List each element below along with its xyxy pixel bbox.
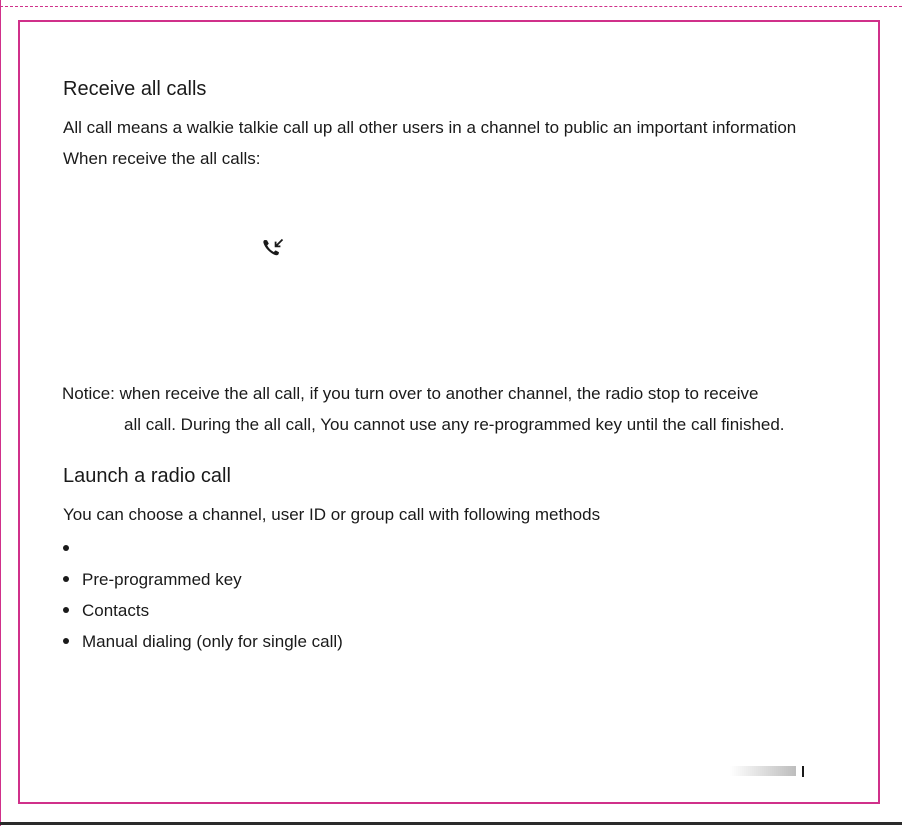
method-label: Contacts <box>82 601 150 620</box>
crop-mark-top <box>0 6 902 7</box>
page-number-tab <box>730 766 796 776</box>
list-item <box>63 631 343 662</box>
crop-mark-left <box>0 0 1 826</box>
section-title-receive-all-calls: Receive all calls <box>63 78 207 100</box>
page-bottom-edge <box>0 822 902 825</box>
notice-line-1: Notice: when receive the all call, if you turn over to another channel, the radio stop to receive <box>62 384 759 403</box>
bullet-icon <box>63 545 69 551</box>
when-receive-text: When receive the all calls: <box>63 149 261 168</box>
launch-call-intro: You can choose a channel, user ID or group call with following methods <box>63 505 601 524</box>
call-methods-list <box>63 538 343 662</box>
method-label: Manual dialing (only for single call) <box>82 632 343 651</box>
bullet-icon <box>63 576 69 582</box>
incoming-call-icon <box>262 238 284 258</box>
page-marker <box>802 766 804 777</box>
section-title-launch-radio-call: Launch a radio call <box>63 465 231 487</box>
all-call-description: All call means a walkie talkie call up all other users in a channel to public an important information <box>63 118 797 137</box>
bullet-icon <box>63 638 69 644</box>
notice-line-2: all call. During the all call, You cannot use any re-programmed key until the call finished. <box>124 415 785 434</box>
list-item <box>63 600 343 631</box>
list-item <box>63 569 343 600</box>
bullet-icon <box>63 607 69 613</box>
method-label: Pre-programmed key <box>82 570 242 589</box>
list-item <box>63 538 343 569</box>
